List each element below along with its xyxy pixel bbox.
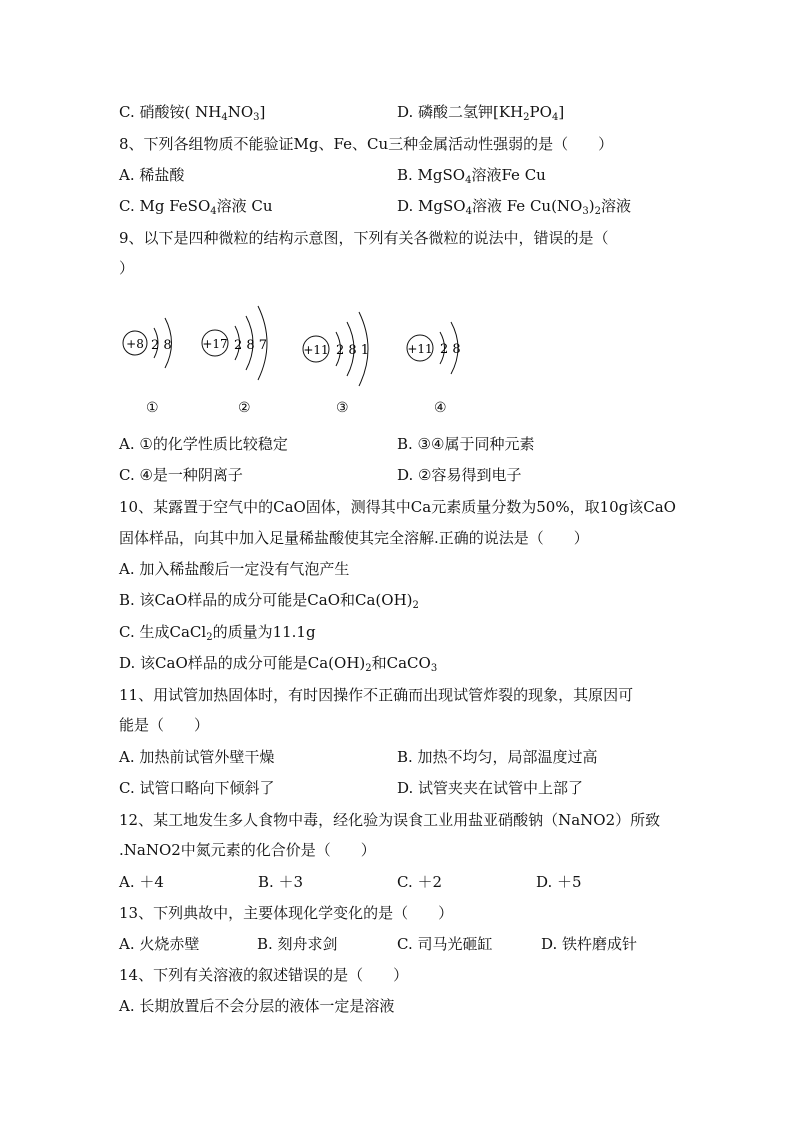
atom-2-shells: 2 8 7 bbox=[234, 338, 268, 353]
atom-4-label: ④ bbox=[434, 400, 447, 416]
q13-option-d: D. 铁杵磨成针 bbox=[541, 935, 638, 953]
q12-option-c: C. ＋2 bbox=[397, 873, 443, 891]
q10-option-a: A. 加入稀盐酸后一定没有气泡产生 bbox=[119, 560, 350, 578]
q8-stem: 8、下列各组物质不能验证Mg、Fe、Cu三种金属活动性强弱的是（ ） bbox=[119, 135, 614, 153]
q13-option-b: B. 刻舟求剑 bbox=[257, 935, 338, 953]
q9-option-d: D. ②容易得到电子 bbox=[397, 466, 522, 484]
q9-stem-line2: ） bbox=[119, 259, 135, 277]
q10-stem-line2: 固体样品，向其中加入足量稀盐酸使其完全溶解.正确的说法是（ ） bbox=[119, 529, 589, 547]
q13-stem: 13、下列典故中，主要体现化学变化的是（ ） bbox=[119, 904, 454, 922]
atom-3-label: ③ bbox=[336, 400, 349, 416]
atom-1-nucleus: +8 bbox=[126, 337, 144, 351]
q7-option-c: C. 硝酸铵( $NH_4NO_3$] bbox=[119, 103, 266, 123]
q8-option-c: C. Mg FeSO$_4$溶液 Cu bbox=[119, 197, 273, 217]
atom-1-shells: 2 8 bbox=[151, 338, 172, 353]
atom-4-nucleus: +11 bbox=[407, 342, 433, 356]
atom-2-nucleus: +17 bbox=[202, 337, 228, 351]
q11-option-d: D. 试管夹夹在试管中上部了 bbox=[397, 779, 584, 797]
q11-option-b: B. 加热不均匀，局部温度过高 bbox=[397, 748, 598, 766]
q12-stem-line2: .NaNO2中氮元素的化合价是（ ） bbox=[119, 841, 376, 859]
q7-option-d: D. 磷酸二氢钾$[KH_2PO_4]$ bbox=[397, 103, 565, 123]
q9-option-b: B. ③④属于同种元素 bbox=[397, 435, 535, 453]
q11-option-c: C. 试管口略向下倾斜了 bbox=[119, 779, 275, 797]
q12-stem-line1: 12、某工地发生多人食物中毒，经化验为误食工业用盐亚硝酸钠（NaNO2）所致 bbox=[119, 811, 661, 829]
q10-option-c: C. 生成CaCl$_2$的质量为11.1g bbox=[119, 623, 316, 643]
q9-option-a: A. ①的化学性质比较稳定 bbox=[119, 435, 288, 453]
q10-option-d: D. 该CaO样品的成分可能是$Ca(OH)_2$和CaCO$_3$ bbox=[119, 654, 438, 674]
atom-3 bbox=[303, 312, 369, 386]
q11-stem-line1: 11、用试管加热固体时，有时因操作不正确而出现试管炸裂的现象，其原因可 bbox=[119, 686, 634, 704]
q10-stem-line1: 10、某露置于空气中的CaO固体，测得其中Ca元素质量分数为50%，取10g该CaO bbox=[119, 498, 676, 516]
atom-1-label: ① bbox=[146, 400, 159, 416]
atom-3-nucleus: +11 bbox=[303, 343, 329, 357]
q9-option-c: C. ④是一种阴离子 bbox=[119, 466, 243, 484]
q12-option-b: B. ＋3 bbox=[258, 873, 304, 891]
q8-option-b: B. MgSO$_4$溶液Fe Cu bbox=[397, 166, 546, 186]
q10-option-b: B. 该CaO样品的成分可能是CaO和$Ca(OH)_2$ bbox=[119, 591, 419, 611]
q14-stem: 14、下列有关溶液的叙述错误的是（ ） bbox=[119, 966, 409, 984]
q8-option-d: D. MgSO$_4$溶液 Fe $Cu(NO_3)_2$溶液 bbox=[397, 197, 631, 217]
atom-2-label: ② bbox=[238, 400, 251, 416]
q14-option-a: A. 长期放置后不会分层的液体一定是溶液 bbox=[119, 997, 395, 1015]
atom-4 bbox=[407, 322, 461, 374]
atom-4-shells: 2 8 bbox=[440, 342, 461, 357]
atom-3-shells: 2 8 1 bbox=[336, 343, 370, 358]
q13-option-c: C. 司马光砸缸 bbox=[397, 935, 493, 953]
q13-option-a: A. 火烧赤壁 bbox=[119, 935, 200, 953]
q11-stem-line2: 能是（ ） bbox=[119, 716, 210, 734]
q12-option-a: A. ＋4 bbox=[119, 873, 164, 891]
q8-option-a: A. 稀盐酸 bbox=[119, 166, 185, 184]
q12-option-d: D. ＋5 bbox=[536, 873, 582, 891]
atom-1 bbox=[123, 318, 172, 368]
q9-stem-line1: 9、以下是四种微粒的结构示意图，下列有关各微粒的说法中，错误的是（ bbox=[119, 229, 609, 247]
atom-structure-diagram bbox=[110, 296, 490, 426]
atom-2 bbox=[202, 306, 267, 380]
q11-option-a: A. 加热前试管外壁干燥 bbox=[119, 748, 275, 766]
